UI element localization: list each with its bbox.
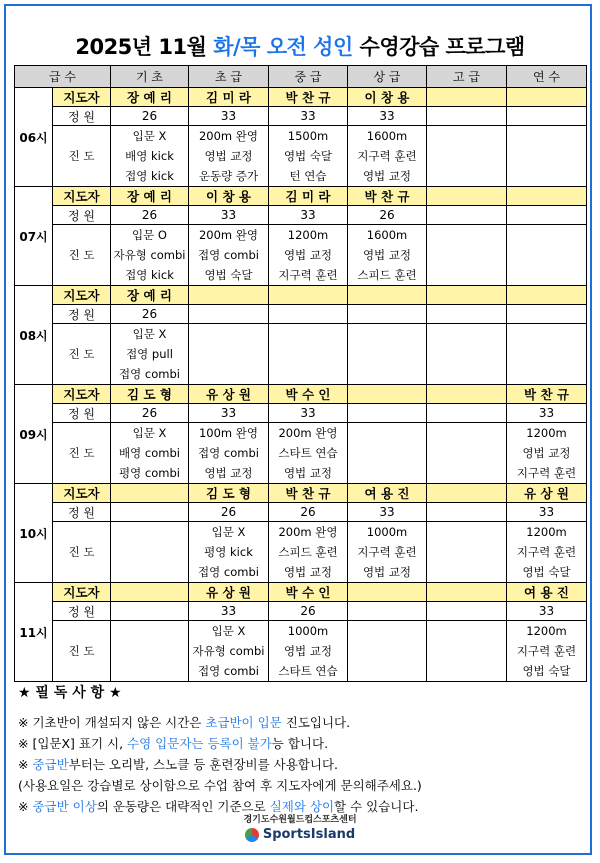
instructor-row xyxy=(15,484,587,503)
progress-item xyxy=(427,542,506,562)
capacity-row xyxy=(15,503,587,522)
instructor-label: 지도자 xyxy=(53,88,111,107)
progress-cell xyxy=(348,423,427,484)
note-5: ※ 중급반 이상의 운동량은 대략적인 기준으로 실제와 상이할 수 있습니다. xyxy=(18,799,419,814)
capacity-value: 33 xyxy=(189,404,269,423)
capacity-value: 33 xyxy=(269,206,348,225)
progress-cell xyxy=(507,621,587,682)
instructor-name: 유 상 원 xyxy=(189,583,269,602)
progress-item: 영법 교정 xyxy=(362,248,412,262)
col-header-advanced: 상 급 xyxy=(348,66,427,88)
col-header-expert: 고 급 xyxy=(427,66,507,88)
capacity-row xyxy=(15,404,587,423)
progress-item xyxy=(427,621,506,641)
progress-cell xyxy=(111,621,189,682)
progress-item: 영법 숙달 xyxy=(204,268,253,282)
progress-item xyxy=(189,344,268,364)
progress-item: 자유형 combi xyxy=(192,644,265,658)
instructor-name: 김 미 라 xyxy=(269,187,348,206)
progress-item: 영법 교정 xyxy=(283,248,333,262)
progress-item xyxy=(427,265,506,285)
progress-item: 지구력 훈련 xyxy=(516,644,577,658)
capacity-value: 33 xyxy=(507,404,587,423)
capacity-value xyxy=(507,206,587,225)
progress-item xyxy=(427,661,506,681)
col-header-training: 연 수 xyxy=(507,66,587,88)
progress-item: 1200m xyxy=(526,426,567,440)
capacity-row xyxy=(15,602,587,621)
progress-cell xyxy=(111,522,189,583)
progress-item: 지구력 훈련 xyxy=(516,545,577,559)
header-row xyxy=(15,66,587,88)
progress-item: 접영 pull xyxy=(126,347,173,361)
progress-item: 스피드 훈련 xyxy=(357,268,417,282)
instructor-label: 지도자 xyxy=(53,385,111,404)
instructor-name xyxy=(348,286,427,305)
capacity-row xyxy=(15,107,587,126)
progress-item: 영법 교정 xyxy=(283,644,333,658)
progress-item: 입문 X xyxy=(211,525,246,539)
note-3: ※ 중급반부터는 오리발, 스노클 등 훈련장비를 사용합니다. xyxy=(18,757,339,772)
progress-label: 진 도 xyxy=(53,324,111,385)
progress-cell xyxy=(111,126,189,187)
progress-item xyxy=(427,146,506,166)
progress-cell xyxy=(348,225,427,286)
progress-cell xyxy=(348,522,427,583)
instructor-row xyxy=(15,385,587,404)
progress-item xyxy=(111,621,188,641)
progress-label: 진 도 xyxy=(53,621,111,682)
capacity-value: 33 xyxy=(189,107,269,126)
progress-item: 1500m xyxy=(287,129,329,143)
progress-cell xyxy=(269,522,348,583)
capacity-value: 33 xyxy=(269,107,348,126)
capacity-value xyxy=(348,404,427,423)
instructor-name xyxy=(111,484,189,503)
progress-item: 지구력 훈련 xyxy=(357,149,417,163)
progress-row xyxy=(15,423,587,484)
progress-item: 영법 교정 xyxy=(283,466,333,480)
instructor-name: 박 찬 규 xyxy=(269,484,348,503)
capacity-label: 정 원 xyxy=(53,305,111,324)
progress-item: 영법 교정 xyxy=(204,466,253,480)
progress-cell xyxy=(269,225,348,286)
progress-item: 영법 교정 xyxy=(204,149,253,163)
schedule-body xyxy=(15,88,587,682)
progress-item xyxy=(269,364,347,384)
progress-item: 입문 O xyxy=(132,228,167,242)
capacity-label: 정 원 xyxy=(53,602,111,621)
progress-cell xyxy=(111,324,189,385)
progress-cell xyxy=(269,126,348,187)
capacity-value: 33 xyxy=(269,404,348,423)
instructor-name: 박 찬 규 xyxy=(269,88,348,107)
capacity-value xyxy=(427,107,507,126)
progress-item: 접영 kick xyxy=(125,169,174,183)
progress-item: 운동량 증가 xyxy=(198,169,259,183)
capacity-value xyxy=(427,602,507,621)
instructor-row xyxy=(15,583,587,602)
progress-item: 스타트 연습 xyxy=(278,664,338,678)
progress-item xyxy=(111,542,188,562)
instructor-name xyxy=(427,187,507,206)
progress-item xyxy=(427,463,506,483)
instructor-name: 이 창 용 xyxy=(348,88,427,107)
progress-item xyxy=(507,265,586,285)
page-title xyxy=(0,34,600,60)
instructor-name: 박 수 인 xyxy=(269,583,348,602)
col-header-beginner: 초 급 xyxy=(189,66,269,88)
capacity-label: 정 원 xyxy=(53,404,111,423)
time-slot-label: 10시 xyxy=(15,484,53,583)
progress-item xyxy=(111,522,188,542)
instructor-name: 이 창 용 xyxy=(189,187,269,206)
progress-item xyxy=(427,344,506,364)
progress-item: 입문 X xyxy=(132,327,167,341)
progress-row xyxy=(15,126,587,187)
capacity-value xyxy=(269,305,348,324)
progress-cell xyxy=(269,324,348,385)
instructor-name xyxy=(427,88,507,107)
progress-item xyxy=(507,324,586,344)
capacity-value: 33 xyxy=(189,602,269,621)
progress-item: 입문 X xyxy=(132,426,167,440)
logo-brand-text: SportsIsland xyxy=(262,827,356,842)
progress-cell xyxy=(427,621,507,682)
progress-item xyxy=(348,364,426,384)
instructor-row xyxy=(15,286,587,305)
time-slot-label: 08시 xyxy=(15,286,53,385)
progress-row xyxy=(15,522,587,583)
progress-label: 진 도 xyxy=(53,522,111,583)
progress-item xyxy=(507,245,586,265)
progress-item: 입문 X xyxy=(132,129,167,143)
progress-item: 접영 combi xyxy=(198,565,259,579)
capacity-value xyxy=(111,503,189,522)
progress-cell xyxy=(189,522,269,583)
progress-item xyxy=(111,661,188,681)
progress-row xyxy=(15,621,587,682)
instructor-name: 박 수 인 xyxy=(269,385,348,404)
instructor-name: 여 용 진 xyxy=(348,484,427,503)
progress-item: 200m 완영 xyxy=(278,426,338,440)
progress-item xyxy=(348,463,426,483)
capacity-value xyxy=(189,305,269,324)
progress-item: 100m 완영 xyxy=(198,426,259,440)
progress-cell xyxy=(269,621,348,682)
progress-cell xyxy=(269,423,348,484)
progress-item: 접영 combi xyxy=(119,367,180,381)
instructor-name: 김 미 라 xyxy=(189,88,269,107)
instructor-name xyxy=(507,187,587,206)
progress-cell xyxy=(189,324,269,385)
progress-item: 자유형 combi xyxy=(113,248,186,262)
progress-cell xyxy=(507,522,587,583)
progress-cell xyxy=(507,225,587,286)
progress-item xyxy=(111,562,188,582)
progress-item xyxy=(348,423,426,443)
progress-item xyxy=(348,621,426,641)
note-1: ※ 기초반이 개설되지 않은 시간은 초급반이 입문 진도입니다. xyxy=(18,715,351,730)
progress-cell xyxy=(111,225,189,286)
progress-item xyxy=(427,324,506,344)
title-part2: 수영강습 프로그램 xyxy=(352,35,525,59)
instructor-name xyxy=(269,286,348,305)
schedule-table xyxy=(14,65,587,682)
note-2: ※ [입문X] 표기 시, 수영 입문자는 등록이 불가능 합니다. xyxy=(18,736,329,751)
progress-item xyxy=(427,364,506,384)
progress-item xyxy=(111,641,188,661)
progress-item: 지구력 훈련 xyxy=(357,545,417,559)
progress-label: 진 도 xyxy=(53,126,111,187)
progress-item xyxy=(348,324,426,344)
capacity-label: 정 원 xyxy=(53,107,111,126)
logo-org-name: 경기도수원월드컵스포츠센터 xyxy=(243,815,357,825)
time-slot-label: 11시 xyxy=(15,583,53,682)
progress-cell xyxy=(427,225,507,286)
progress-item: 스타트 연습 xyxy=(278,446,338,460)
capacity-value: 33 xyxy=(348,503,427,522)
instructor-name: 여 용 진 xyxy=(507,583,587,602)
progress-item: 영법 교정 xyxy=(362,565,412,579)
instructor-label: 지도자 xyxy=(53,583,111,602)
capacity-label: 정 원 xyxy=(53,206,111,225)
instructor-name: 박 찬 규 xyxy=(348,187,427,206)
progress-label: 진 도 xyxy=(53,423,111,484)
capacity-value: 26 xyxy=(189,503,269,522)
capacity-value xyxy=(427,206,507,225)
capacity-value: 33 xyxy=(507,503,587,522)
capacity-label: 정 원 xyxy=(53,503,111,522)
instructor-label: 지도자 xyxy=(53,286,111,305)
capacity-value: 26 xyxy=(111,107,189,126)
capacity-value: 26 xyxy=(111,305,189,324)
progress-item: 1200m xyxy=(287,228,329,242)
progress-item: 영법 숙달 xyxy=(522,664,571,678)
notes-section xyxy=(18,683,588,817)
instructor-name: 김 도 형 xyxy=(189,484,269,503)
capacity-row xyxy=(15,305,587,324)
progress-item: 평영 kick xyxy=(204,545,253,559)
progress-item: 배영 kick xyxy=(125,149,174,163)
progress-item: 영법 교정 xyxy=(522,446,571,460)
progress-item xyxy=(348,443,426,463)
progress-item: 1200m xyxy=(526,525,567,539)
progress-item xyxy=(427,522,506,542)
progress-item: 평영 combi xyxy=(119,466,180,480)
col-header-level: 급 수 xyxy=(15,66,111,88)
capacity-value: 33 xyxy=(189,206,269,225)
progress-cell xyxy=(189,225,269,286)
progress-item: 200m 완영 xyxy=(198,228,259,242)
instructor-name: 유 상 원 xyxy=(189,385,269,404)
progress-item: 200m 완영 xyxy=(278,525,338,539)
col-header-basic: 기 초 xyxy=(111,66,189,88)
progress-item xyxy=(507,344,586,364)
instructor-name: 장 예 리 xyxy=(111,286,189,305)
capacity-value: 26 xyxy=(269,602,348,621)
progress-item xyxy=(427,562,506,582)
progress-item xyxy=(507,225,586,245)
progress-cell xyxy=(189,621,269,682)
title-highlight: 화/목 오전 성인 xyxy=(213,35,353,59)
progress-item: 배영 combi xyxy=(119,446,180,460)
instructor-name xyxy=(189,286,269,305)
progress-cell xyxy=(348,126,427,187)
progress-cell xyxy=(507,324,587,385)
instructor-name xyxy=(427,385,507,404)
capacity-value xyxy=(427,404,507,423)
progress-item xyxy=(427,423,506,443)
progress-item xyxy=(427,166,506,186)
progress-item xyxy=(427,126,506,146)
progress-item: 접영 kick xyxy=(125,268,174,282)
instructor-label: 지도자 xyxy=(53,484,111,503)
logo-brand xyxy=(245,827,355,842)
progress-cell xyxy=(507,423,587,484)
progress-item: 접영 combi xyxy=(198,248,259,262)
progress-item xyxy=(189,364,268,384)
progress-item xyxy=(348,661,426,681)
capacity-value: 26 xyxy=(111,404,189,423)
progress-row xyxy=(15,324,587,385)
instructor-row xyxy=(15,88,587,107)
capacity-value xyxy=(111,602,189,621)
progress-cell xyxy=(348,621,427,682)
capacity-value xyxy=(348,305,427,324)
progress-item: 스피드 훈련 xyxy=(278,545,338,559)
title-part1: 2025년 11월 xyxy=(75,35,214,59)
progress-cell xyxy=(189,126,269,187)
progress-label: 진 도 xyxy=(53,225,111,286)
instructor-name xyxy=(427,286,507,305)
progress-item: 입문 X xyxy=(211,624,246,638)
progress-cell xyxy=(427,126,507,187)
instructor-name: 김 도 형 xyxy=(111,385,189,404)
capacity-value: 26 xyxy=(348,206,427,225)
notes-heading: ★ 필 독 사 항 ★ xyxy=(18,685,122,701)
progress-item xyxy=(507,166,586,186)
progress-item xyxy=(348,344,426,364)
col-header-intermediate: 중 급 xyxy=(269,66,348,88)
progress-cell xyxy=(507,126,587,187)
instructor-name xyxy=(427,583,507,602)
progress-item: 1000m xyxy=(366,525,408,539)
progress-cell xyxy=(427,522,507,583)
progress-item xyxy=(189,324,268,344)
progress-cell xyxy=(189,423,269,484)
time-slot-label: 09시 xyxy=(15,385,53,484)
progress-item: 접영 combi xyxy=(198,446,259,460)
capacity-value: 33 xyxy=(507,602,587,621)
progress-item xyxy=(427,225,506,245)
instructor-name xyxy=(507,286,587,305)
progress-item xyxy=(348,641,426,661)
progress-item: 1600m xyxy=(366,228,408,242)
progress-item: 1000m xyxy=(287,624,329,638)
instructor-name: 박 찬 규 xyxy=(507,385,587,404)
instructor-name: 유 상 원 xyxy=(507,484,587,503)
capacity-value xyxy=(427,305,507,324)
progress-item: 접영 combi xyxy=(198,664,259,678)
progress-row xyxy=(15,225,587,286)
progress-item xyxy=(269,324,347,344)
capacity-value: 33 xyxy=(348,107,427,126)
progress-item: 영법 숙달 xyxy=(283,149,333,163)
progress-item xyxy=(427,641,506,661)
progress-item xyxy=(507,126,586,146)
progress-item: 1200m xyxy=(526,624,567,638)
progress-item xyxy=(427,245,506,265)
instructor-name xyxy=(111,583,189,602)
capacity-value: 26 xyxy=(111,206,189,225)
instructor-row xyxy=(15,187,587,206)
instructor-name xyxy=(507,88,587,107)
time-slot-label: 06시 xyxy=(15,88,53,187)
progress-item xyxy=(507,146,586,166)
progress-item xyxy=(507,364,586,384)
progress-item xyxy=(427,443,506,463)
instructor-label: 지도자 xyxy=(53,187,111,206)
center-logo xyxy=(0,812,600,846)
instructor-name: 장 예 리 xyxy=(111,187,189,206)
progress-item xyxy=(269,344,347,364)
progress-cell xyxy=(427,324,507,385)
progress-item: 턴 연습 xyxy=(289,169,327,183)
sportsisland-logo-icon xyxy=(245,828,259,842)
progress-item: 영법 교정 xyxy=(283,565,333,579)
progress-item: 1600m xyxy=(366,129,408,143)
instructor-name xyxy=(427,484,507,503)
progress-item: 지구력 훈련 xyxy=(516,466,577,480)
instructor-name xyxy=(348,385,427,404)
progress-cell xyxy=(348,324,427,385)
progress-cell xyxy=(427,423,507,484)
capacity-value xyxy=(348,602,427,621)
capacity-row xyxy=(15,206,587,225)
progress-cell xyxy=(111,423,189,484)
instructor-name xyxy=(348,583,427,602)
capacity-value xyxy=(507,305,587,324)
progress-item: 영법 숙달 xyxy=(522,565,571,579)
capacity-value: 26 xyxy=(269,503,348,522)
progress-item: 영법 교정 xyxy=(362,169,412,183)
instructor-name: 장 예 리 xyxy=(111,88,189,107)
progress-item: 200m 완영 xyxy=(198,129,259,143)
progress-item: 지구력 훈련 xyxy=(278,268,338,282)
time-slot-label: 07시 xyxy=(15,187,53,286)
capacity-value xyxy=(507,107,587,126)
capacity-value xyxy=(427,503,507,522)
note-4: (사용요일은 강습별로 상이함으로 수업 참여 후 지도자에게 문의해주세요.) xyxy=(18,778,422,793)
